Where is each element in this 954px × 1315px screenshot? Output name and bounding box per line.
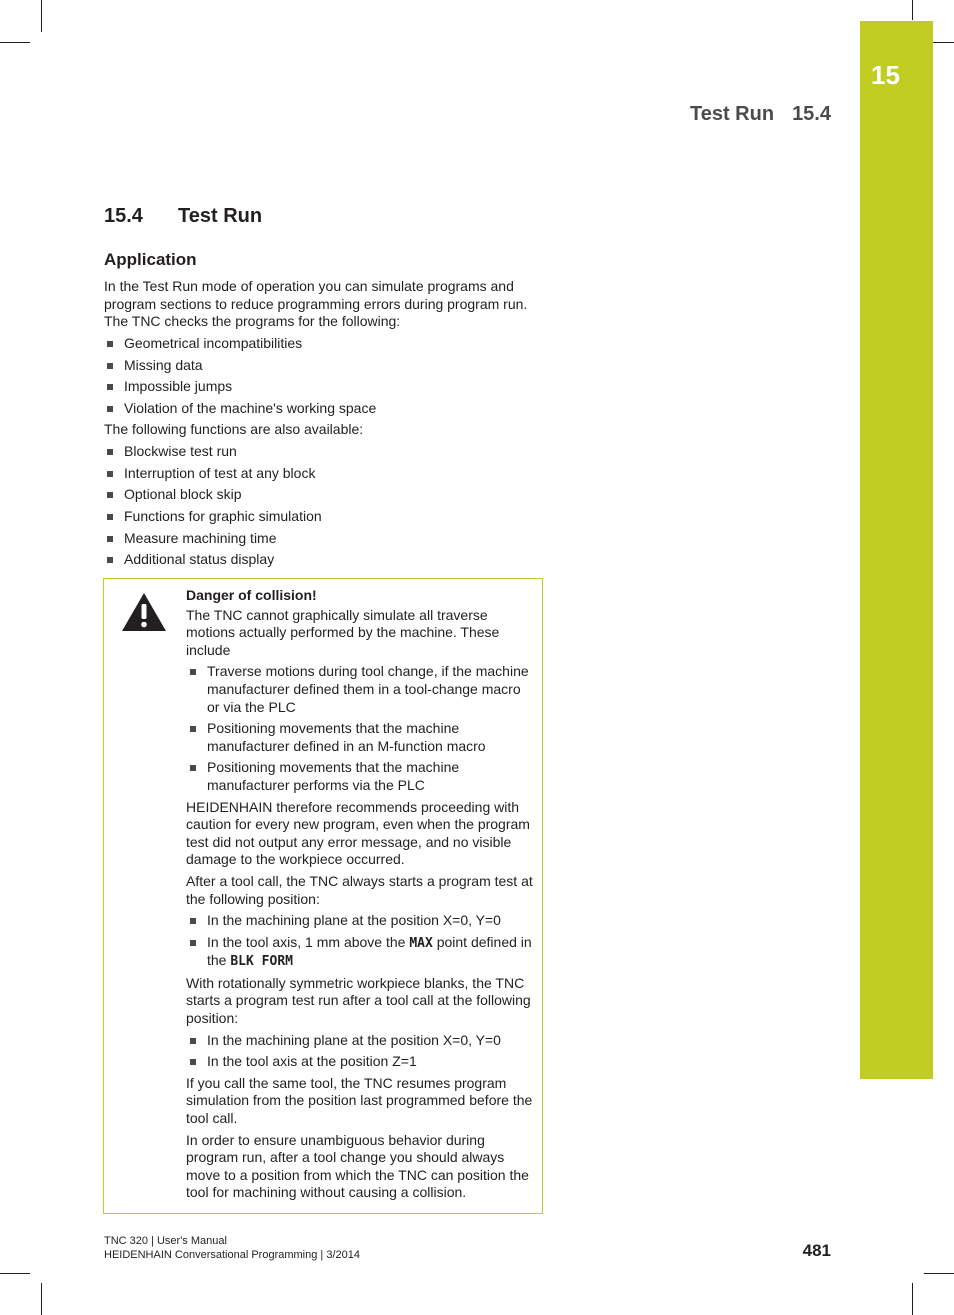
list-item: Measure machining time — [104, 530, 322, 552]
list-item: Blockwise test run — [104, 443, 322, 465]
list-item: In the machining plane at the position X=0, Y=0 — [186, 912, 536, 930]
list-item: Additional status display — [104, 551, 322, 573]
checks-list — [104, 335, 376, 422]
running-head-number: 15.4 — [792, 103, 831, 125]
footer-line: TNC 320 | User's Manual — [104, 1235, 227, 1247]
functions-intro: The following functions are also available: — [104, 421, 364, 437]
crop-mark — [0, 1273, 30, 1274]
page-number: 481 — [802, 1241, 831, 1260]
warning-title: Danger of collision! — [186, 587, 317, 603]
list-item: Positioning movements that the machine manufacturer performs via the PLC — [186, 759, 536, 794]
code-keyword: MAX — [409, 935, 433, 951]
symmetric-blank-list — [186, 1032, 536, 1071]
list-item: In the machining plane at the position X=0, Y=0 — [186, 1032, 536, 1050]
running-head — [690, 103, 831, 126]
list-item: Positioning movements that the machine manufacturer defined in an M-function macro — [186, 720, 536, 755]
crop-mark — [41, 1283, 42, 1315]
crop-mark — [0, 42, 30, 43]
subheading: Application — [104, 250, 197, 269]
intro-paragraph: In the Test Run mode of operation you can simulate programs and program sections to reduce programming errors during program run. The TNC checks the programs for the following: — [104, 278, 528, 330]
list-item: Optional block skip — [104, 486, 322, 508]
section-title — [104, 205, 262, 228]
list-item: Functions for graphic simulation — [104, 508, 322, 530]
list-text: In the tool axis, 1 mm above the — [207, 933, 410, 950]
list-item: In the tool axis at the position Z=1 — [186, 1053, 536, 1071]
chapter-number: 15 — [871, 60, 900, 90]
chapter-tab — [860, 21, 933, 1079]
warning-paragraph: If you call the same tool, the TNC resumes program simulation from the position last programmed before the tool call. — [186, 1074, 533, 1127]
functions-list — [104, 443, 322, 573]
warning-paragraph: After a tool call, the TNC always starts a program test at the following position: — [186, 872, 533, 907]
list-item — [186, 934, 536, 971]
footer-line: HEIDENHAIN Conversational Programming | 3/2014 — [104, 1249, 360, 1261]
warning-paragraph: With rotationally symmetric workpiece blanks, the TNC starts a program test run after a tool call at the following position: — [186, 974, 531, 1027]
list-text: point defined in the — [207, 933, 532, 969]
warning-triangle-icon — [120, 591, 168, 633]
warning-paragraph: In order to ensure unambiguous behavior during program run, after a tool change you should always move to a position from which the TNC can position the tool for machining without causing a collision. — [186, 1131, 529, 1201]
start-position-list — [186, 912, 536, 971]
code-keyword: BLK FORM — [230, 954, 293, 970]
crop-mark — [924, 1273, 954, 1274]
warning-paragraph: The TNC cannot graphically simulate all traverse motions actually performed by the machine. These include — [186, 606, 500, 658]
crop-mark — [41, 0, 42, 32]
list-item: Missing data — [104, 357, 376, 379]
warning-paragraph: HEIDENHAIN therefore recommends proceeding with caution for every new program, even when the program test did not output any error message, and no visible damage to the workpiece occurred. — [186, 798, 530, 868]
list-item: Violation of the machine's working space — [104, 400, 376, 422]
list-item: Impossible jumps — [104, 378, 376, 400]
list-item: Interruption of test at any block — [104, 465, 322, 487]
warning-content — [186, 587, 536, 1206]
crop-mark — [912, 1283, 913, 1315]
list-item: Traverse motions during tool change, if the machine manufacturer defined them in a tool-change macro or via the PLC — [186, 663, 536, 716]
collision-warning-box — [103, 578, 543, 1214]
section-title-text: Test Run — [178, 205, 263, 227]
section-number: 15.4 — [104, 205, 143, 227]
running-head-title: Test Run — [689, 103, 775, 125]
crop-mark — [912, 0, 913, 20]
footer — [104, 1234, 360, 1262]
list-item: Geometrical incompatibilities — [104, 335, 376, 357]
warning-list — [186, 663, 536, 794]
